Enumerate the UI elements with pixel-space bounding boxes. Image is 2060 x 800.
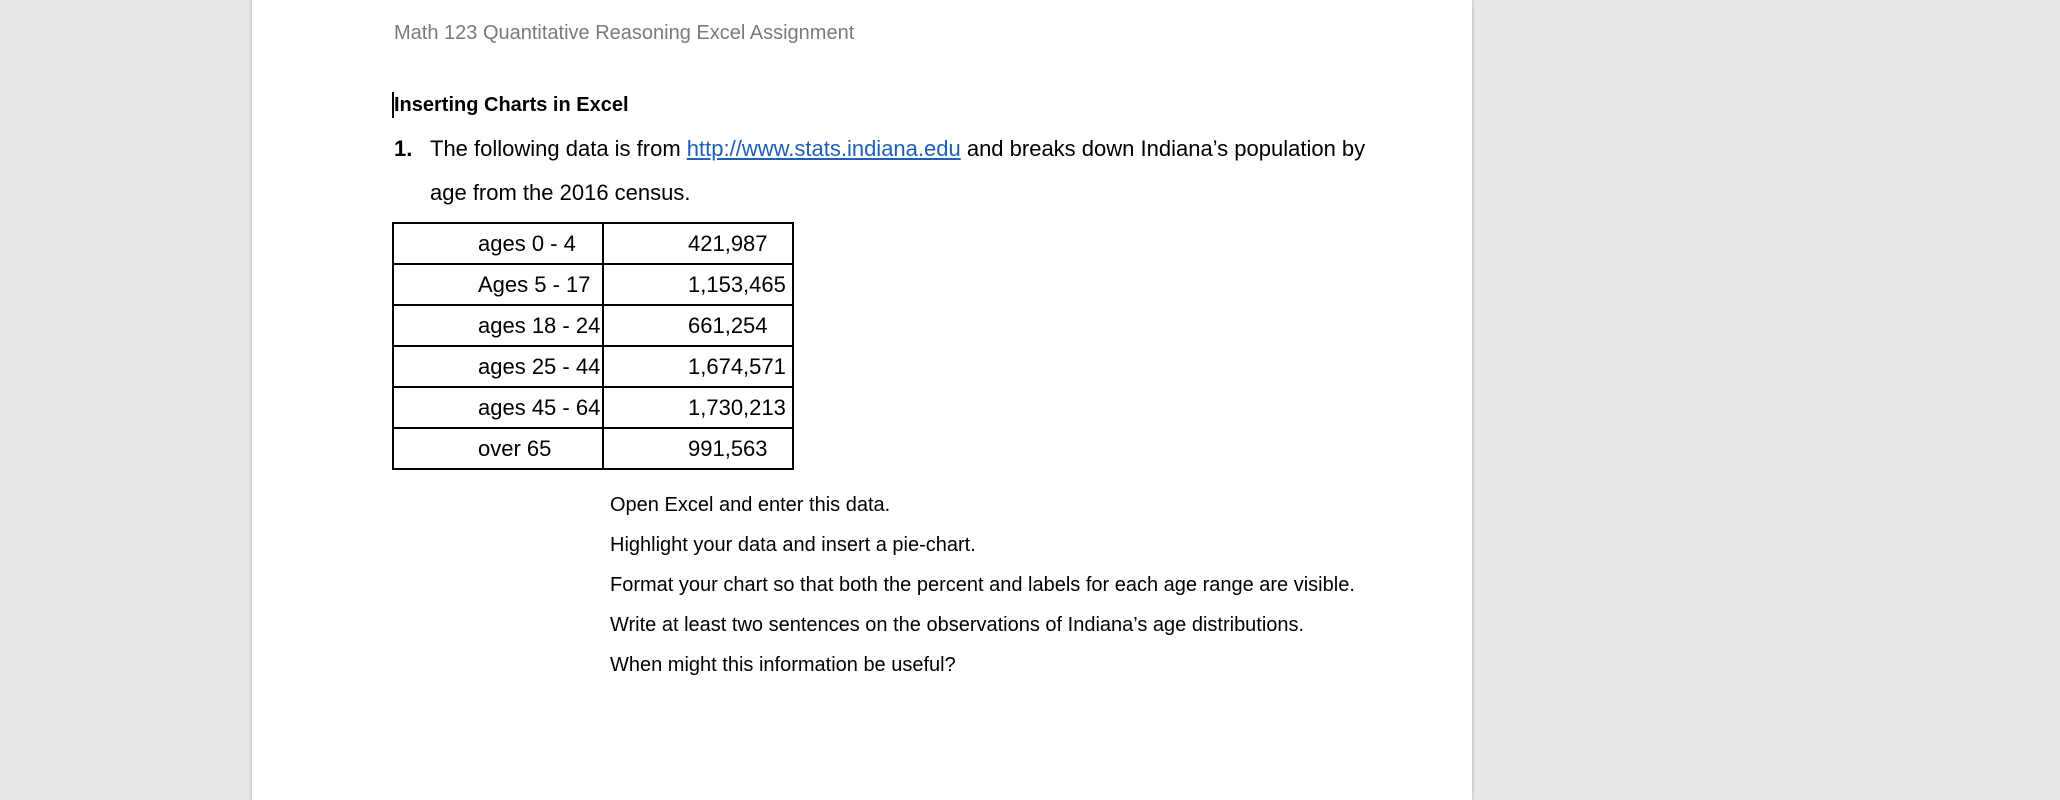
stats-link[interactable]: http://www.stats.indiana.edu (686, 136, 961, 161)
table-row (393, 428, 793, 469)
page-header: Math 123 Quantitative Reasoning Excel Assignment (394, 22, 855, 44)
age-cell[interactable]: ages 0 - 4 (393, 223, 603, 264)
list-item-text: Highlight your data and insert a pie-chart. (610, 534, 976, 556)
population-cell[interactable]: 991,563 (603, 428, 793, 469)
population-cell[interactable]: 661,254 (603, 305, 793, 346)
table-row (393, 346, 793, 387)
table-row (393, 305, 793, 346)
question-text-pre: The following data is from (430, 136, 687, 161)
question-text-line2: age from the 2016 census. (430, 180, 691, 205)
list-item-text: Write at least two sentences on the observations of Indiana’s age distributions. (610, 614, 1305, 636)
population-cell[interactable]: 1,153,465 (603, 264, 793, 305)
population-cell[interactable]: 1,730,213 (603, 387, 793, 428)
table-row (393, 264, 793, 305)
list-item-text: When might this information be useful? (610, 654, 956, 676)
list-item-text: Format your chart so that both the percent and labels for each age range are visible. (610, 574, 1355, 596)
population-cell[interactable]: 421,987 (603, 223, 793, 264)
age-cell[interactable]: Ages 5 - 17 (393, 264, 603, 305)
question-number: 1. (394, 136, 413, 161)
population-cell[interactable]: 1,674,571 (603, 346, 793, 387)
age-cell[interactable]: ages 45 - 64 (393, 387, 603, 428)
age-cell[interactable]: over 65 (393, 428, 603, 469)
table-row (393, 223, 793, 264)
age-cell[interactable]: ages 18 - 24 (393, 305, 603, 346)
section-title[interactable]: Inserting Charts in Excel (394, 94, 629, 116)
question-text-post: and breaks down Indiana’s population by (960, 136, 1366, 161)
document-page (252, 0, 1472, 800)
table-row (393, 387, 793, 428)
list-item-text: Open Excel and enter this data. (610, 494, 891, 516)
population-table (392, 222, 794, 470)
age-cell[interactable]: ages 25 - 44 (393, 346, 603, 387)
question-text-line1 (430, 136, 1365, 162)
